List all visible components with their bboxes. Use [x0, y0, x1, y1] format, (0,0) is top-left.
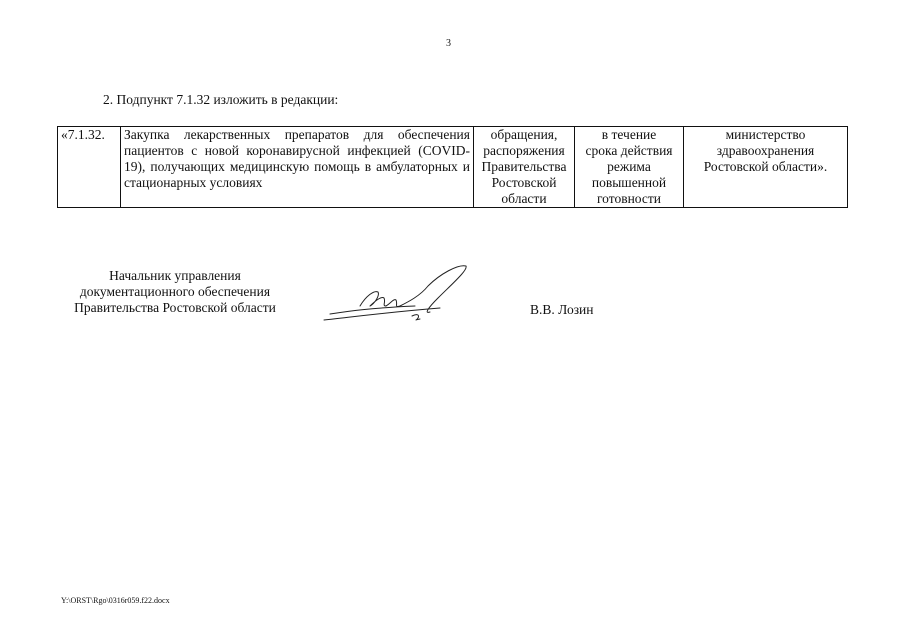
signer-position-line: документационного обеспечения [79, 284, 271, 299]
term-line: режима [607, 159, 651, 174]
signer-position-line: Правительства Ростовской области [74, 300, 276, 315]
responsible-line: министерство [725, 127, 806, 142]
term-line: повышенной [591, 175, 667, 190]
amendment-table [57, 126, 848, 208]
basis-line: области [501, 191, 547, 206]
handwritten-signature [320, 262, 480, 326]
basis-line: обращения, [490, 127, 558, 142]
item-number-cell: «7.1.32. [58, 127, 121, 208]
term-line: в течение [601, 127, 657, 142]
responsible-line: Ростовской области». [703, 159, 828, 174]
term-line: готовности [596, 191, 662, 206]
basis-line: распоряжения [483, 143, 565, 158]
basis-line: Правительства [481, 159, 567, 174]
item-responsible-cell [684, 127, 848, 208]
term-line: срока действия [585, 143, 673, 158]
file-path: Y:\ORST\Rgo\0316r059.f22.docx [61, 596, 170, 605]
responsible-line: здравоохранения [716, 143, 815, 158]
item-basis-cell [474, 127, 575, 208]
item-term-cell [575, 127, 684, 208]
signer-position-line: Начальник управления [109, 268, 241, 283]
basis-line: Ростовской [491, 175, 557, 190]
item-description-cell: Закупка лекарственных препаратов для обеспечения пациентов с новой коронавирусной инфекцией (COVID-19), получающих медицинскую помощь в амбулаторных и стационарных условиях [121, 127, 474, 208]
signer-position [60, 268, 290, 316]
intro-text: 2. Подпункт 7.1.32 изложить в редакции: [103, 92, 339, 107]
table-row [58, 127, 848, 208]
page-number: 3 [446, 38, 451, 49]
signer-name: В.В. Лозин [530, 302, 594, 317]
